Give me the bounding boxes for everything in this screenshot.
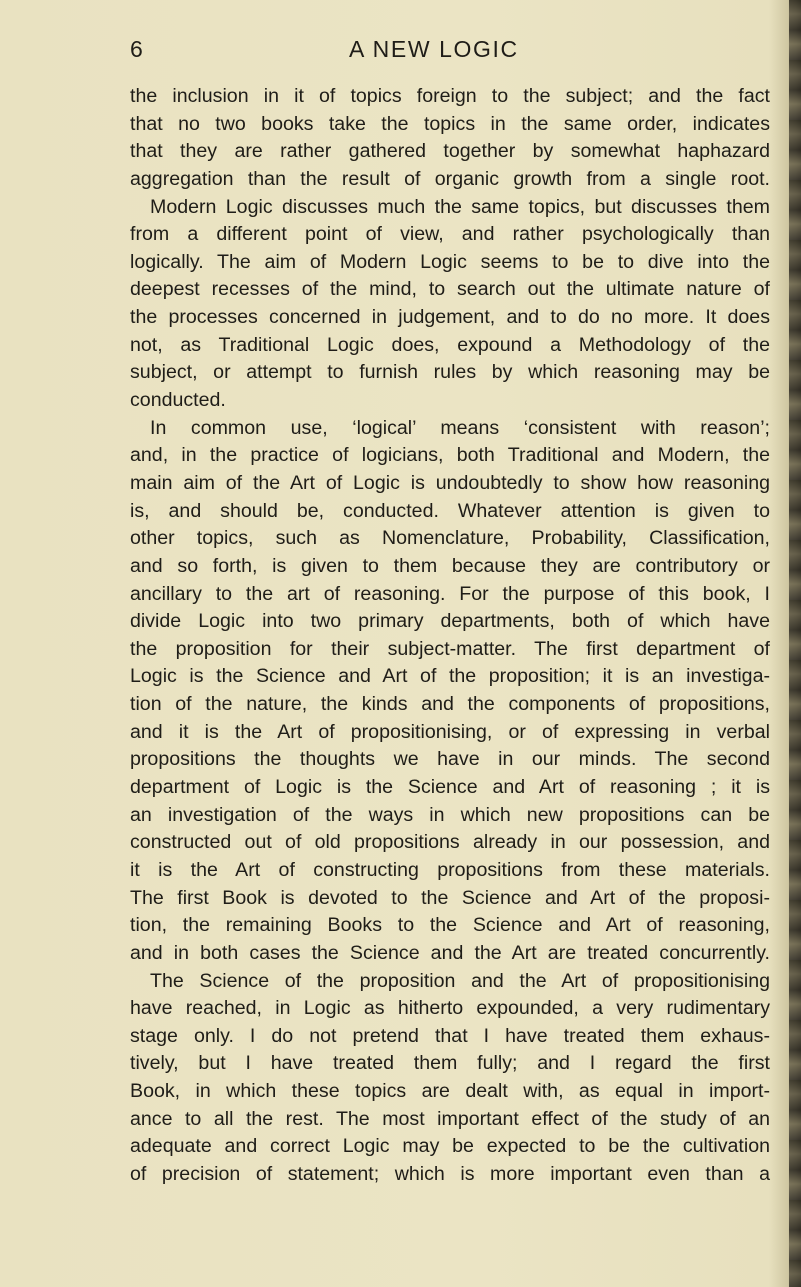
running-title: A NEW LOGIC bbox=[349, 36, 519, 62]
text-line: deepest recesses of the mind, to search out the ultimate nature of bbox=[130, 278, 770, 301]
text-line: subject, or attempt to furnish rules by which reasoning may be bbox=[130, 361, 770, 384]
text-line: the inclusion in it of topics foreign to the subject; and the fact bbox=[130, 85, 770, 107]
text-line: Book, in which these topics are dealt with, as equal in import- bbox=[130, 1080, 770, 1103]
text-line: conducted. bbox=[130, 389, 226, 412]
page-edge-shadow bbox=[789, 0, 801, 1287]
text-line: divide Logic into two primary departments, both of which have bbox=[130, 610, 770, 633]
text-line: of precision of statement; which is more important even than a bbox=[130, 1162, 770, 1185]
text-line: have reached, in Logic as hitherto expounded, a very rudimentary bbox=[130, 997, 770, 1020]
text-line: ance to all the rest. The most important effect of the study of an bbox=[130, 1107, 770, 1130]
text-line: stage only. I do not pretend that I have treated them exhaus- bbox=[130, 1024, 770, 1047]
text-line: department of Logic is the Science and Art of reasoning ; it is bbox=[130, 776, 770, 799]
text-line: an investigation of the ways in which new propositions can be bbox=[130, 803, 770, 826]
page-header bbox=[0, 36, 790, 66]
text-line: The first Book is devoted to the Science and Art of the proposi- bbox=[130, 886, 770, 909]
text-line: propositions the thoughts we have in our minds. The second bbox=[130, 748, 770, 771]
text-line: and so forth, is given to them because they are contributory or bbox=[130, 554, 770, 577]
text-line: and, in the practice of logicians, both Traditional and Modern, the bbox=[130, 444, 770, 467]
text-line: main aim of the Art of Logic is undoubtedly to show how reasoning bbox=[130, 471, 770, 494]
text-line: In common use, ‘logical’ means ‘consistent with reason’; bbox=[150, 416, 770, 439]
text-line: from a different point of view, and rather psychologically than bbox=[130, 223, 770, 246]
text-line: the proposition for their subject-matter. The first department of bbox=[130, 637, 770, 660]
text-line: that no two books take the topics in the same order, indicates bbox=[130, 112, 770, 135]
text-line: and in both cases the Science and the Art are treated concurrently. bbox=[130, 941, 770, 964]
text-line: tion, the remaining Books to the Science and Art of reasoning, bbox=[130, 914, 770, 937]
text-line: aggregation than the result of organic growth from a single root. bbox=[130, 167, 770, 190]
text-line: adequate and correct Logic may be expected to be the cultivation bbox=[130, 1135, 770, 1158]
text-line: is, and should be, conducted. Whatever attention is given to bbox=[130, 499, 770, 522]
text-line: Modern Logic discusses much the same topics, but discusses them bbox=[150, 195, 770, 218]
text-line: and it is the Art of propositionising, or of expressing in verbal bbox=[130, 720, 770, 743]
text-line: tively, but I have treated them fully; and I regard the first bbox=[130, 1052, 770, 1075]
text-line: the processes concerned in judgement, and to do no more. It does bbox=[130, 306, 770, 329]
text-line: that they are rather gathered together by somewhat haphazard bbox=[130, 140, 770, 163]
text-line: The Science of the proposition and the Art of propositionising bbox=[150, 969, 770, 992]
text-line: logically. The aim of Modern Logic seems to be to dive into the bbox=[130, 250, 770, 273]
body-text bbox=[130, 83, 770, 1189]
text-line: constructed out of old propositions already in our possession, and bbox=[130, 831, 770, 854]
text-line: other topics, such as Nomenclature, Probability, Classification, bbox=[130, 527, 770, 550]
text-line: it is the Art of constructing propositions from these materials. bbox=[130, 858, 770, 881]
page-number: 6 bbox=[130, 36, 144, 62]
text-line: Logic is the Science and Art of the proposition; it is an investiga- bbox=[130, 665, 770, 688]
text-line: not, as Traditional Logic does, expound a Methodology of the bbox=[130, 333, 770, 356]
text-line: ancillary to the art of reasoning. For the purpose of this book, I bbox=[130, 582, 770, 605]
text-line: tion of the nature, the kinds and the components of propositions, bbox=[130, 693, 770, 716]
